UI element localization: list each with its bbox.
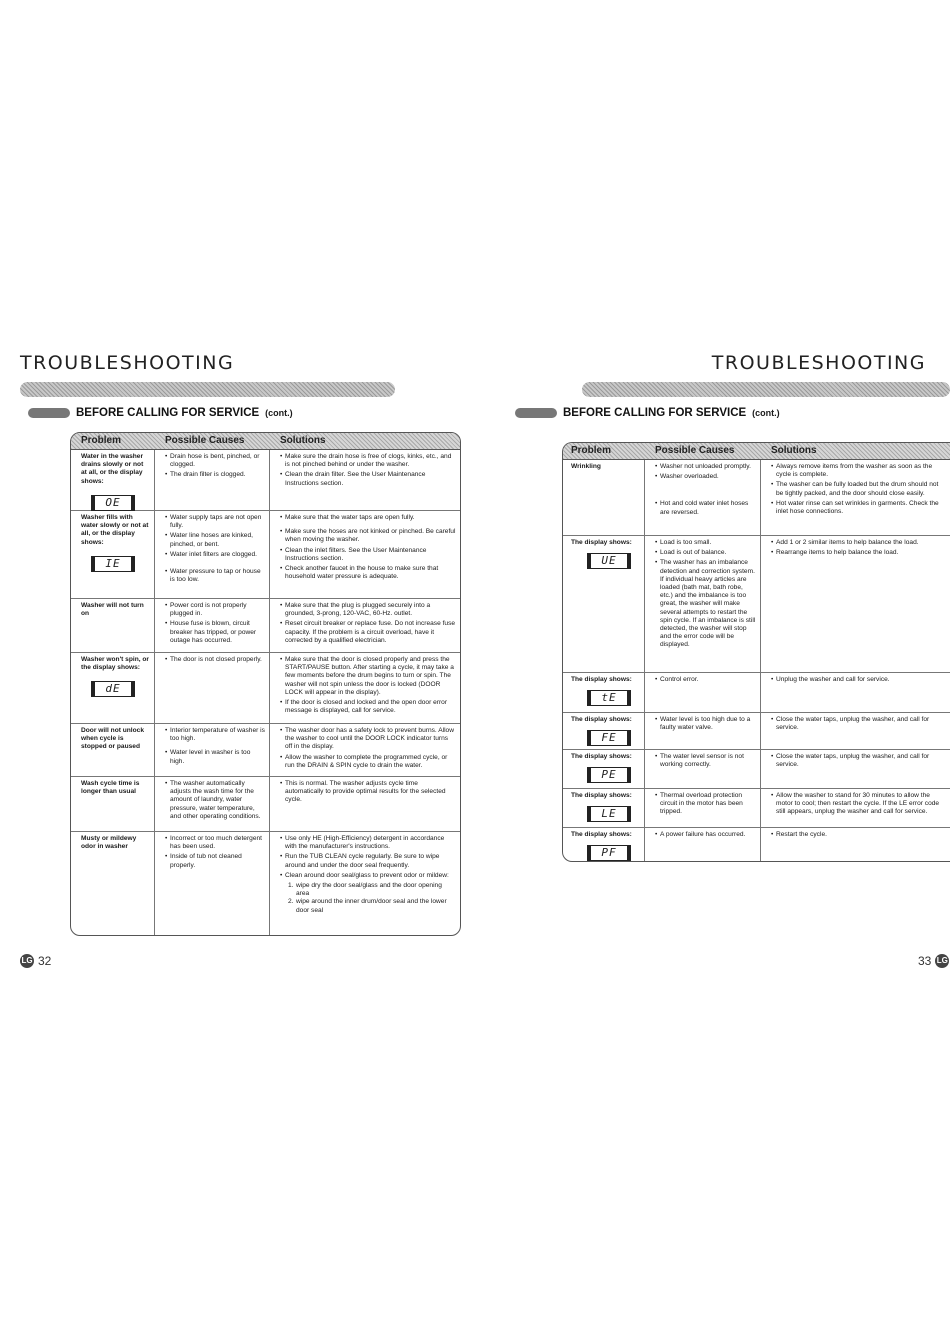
table-header: [563, 443, 950, 460]
page-title-left: TROUBLESHOOTING: [20, 352, 235, 374]
solution-text: Unplug the washer and call for service.: [776, 676, 890, 683]
solution-text: The washer can be fully loaded but the drum should not be tightly packed, and the door should close easily.: [776, 481, 939, 497]
cause-text: Power cord is not properly plugged in.: [170, 602, 247, 618]
solution-text: Clean around door seal/glass to prevent odor or mildew:: [285, 871, 449, 879]
header-solutions: Solutions: [771, 445, 817, 456]
solution-text: Use only HE (High-Efficiency) detergent in accordance with the manufacturer's instructions.: [285, 835, 445, 851]
solution-text: Make sure that the water taps are open fully.: [285, 514, 415, 521]
cause-text: Water inlet filters are clogged.: [170, 550, 257, 558]
solution-text: Make sure that the door is closed properly and press the START/PAUSE button. After starting a cycle, it may take a few moments before the drum begins to turn or spin. The washer will not spin unless the door is locked (DOOR LOCK will appear in the display).: [285, 656, 454, 696]
section-heading-text: BEFORE CALLING FOR SERVICE: [76, 407, 260, 419]
header-problem: Problem: [571, 445, 612, 456]
error-code-display: OE: [91, 495, 135, 511]
error-code-display: dE: [91, 681, 135, 697]
problem-text: Door will not unlock when cycle is stopped or paused: [81, 727, 145, 751]
header-solutions: Solutions: [280, 435, 326, 446]
cause-text: House fuse is blown, circuit breaker has tripped, or power outage has occurred.: [170, 620, 257, 644]
solution-text: Allow the washer to complete the programmed cycle, or run the DRAIN & SPIN cycle to drain the water.: [285, 753, 448, 769]
solution-text: Add 1 or 2 similar items to help balance the load.: [776, 539, 919, 546]
cause-text: Hot and cold water inlet hoses are reversed.: [660, 500, 749, 516]
cause-text: The washer has an imbalance detection and correction system. If individual heavy articles are loaded (bath mat, bath robe, etc.) and the imbalance is too great, the washer will make several attempts to restart the spin cycle. If an imbalance is still detected, the washer will stop and the error code will be displayed.: [660, 559, 756, 649]
solution-text: Make sure that the plug is plugged securely into a grounded, 3-prong, 120-VAC, 60-Hz. outlet.: [285, 602, 431, 618]
solution-text: Check another faucet in the house to make sure that household water pressure is adequate.: [285, 565, 439, 581]
cause-text: Water supply taps are not open fully.: [170, 514, 262, 530]
page-number-left: [20, 954, 51, 968]
solution-text: Make sure the drain hose is free of clogs, kinks, etc., and is not pinched behind or under the washer.: [285, 453, 452, 469]
section-pill-icon: [515, 408, 557, 418]
table-row: The display shows: LE • Thermal overload protection circuit in the motor has been tripped. • Allow the washer to stand for 30 minutes to allow the motor to cool; then restart the cycle. If the LE error code still appears, unplug the washer and call for service.: [563, 789, 950, 828]
error-code-display: IE: [91, 556, 135, 572]
section-heading-right: [515, 407, 780, 419]
page-number-text: 33: [918, 954, 932, 968]
cause-text: Incorrect or too much detergent has been used.: [170, 835, 262, 851]
problem-text: The display shows:: [571, 676, 632, 683]
lg-logo-icon: LG: [20, 954, 34, 968]
solution-text: Rearrange items to help balance the load.: [776, 549, 899, 557]
section-heading-suffix: (cont.): [752, 408, 780, 418]
section-pill-icon: [28, 408, 70, 418]
table-row: The display shows: PF • A power failure has occurred. • Restart the cycle.: [563, 828, 950, 861]
error-code-display: LE: [587, 806, 631, 822]
cause-text: Washer not unloaded promptly.: [660, 463, 751, 470]
troubleshooting-table-left: [70, 432, 461, 936]
problem-text: Wash cycle time is longer than usual: [81, 780, 140, 796]
table-row: Water in the washer drains slowly or not at all, or the display shows: OE • Drain hose is bent, pinched, or clogged. • The drain filter is clogged. • Make sure the drain hose is free of clogs, kinks, etc., and is not pinched behind or under the washer. • Clean the drain filter. See the User Maintenance Instructions section.: [71, 450, 460, 511]
cause-text: Drain hose is bent, pinched, or clogged.: [170, 453, 260, 469]
table-row: Washer won't spin, or the display shows: dE • The door is not closed properly. • Make sure that the door is closed properly and press the START/PAUSE button. After starting a cycle, it may take a few moments before the drum begins to turn or spin. The washer will not spin unless the door is locked (DOOR LOCK will appear in the display). • If the door is closed and locked and the open door error message is displayed, call for service.: [71, 653, 460, 724]
error-code-display: FE: [587, 730, 631, 746]
header-causes: Possible Causes: [655, 445, 735, 456]
lg-logo-icon: LG: [935, 954, 949, 968]
solution-text: The washer door has a safety lock to prevent burns. Allow the washer to cool until the DOOR LOCK indicator turns off in the display.: [285, 727, 454, 751]
problem-text: The display shows:: [571, 792, 632, 799]
error-code-display: tE: [587, 690, 631, 706]
solution-text: Reset circuit breaker or replace fuse. Do not increase fuse capacity. If the problem is a circuit overload, have it corrected by a qualified electrician.: [285, 620, 456, 644]
page-title-right: TROUBLESHOOTING: [711, 352, 926, 374]
cause-text: The drain filter is clogged.: [170, 471, 246, 479]
cause-text: Control error.: [660, 676, 699, 683]
sub-step-text: wipe dry the door seal/glass and the door opening area: [296, 882, 442, 898]
cause-text: Water line hoses are kinked, pinched, or bent.: [170, 532, 253, 548]
problem-text: The display shows:: [571, 753, 632, 760]
solution-text: Make sure the hoses are not kinked or pinched. Be careful when moving the washer.: [285, 528, 456, 544]
table-row: Musty or mildewy odor in washer • Incorrect or too much detergent has been used. • Inside of tub not cleaned properly. • Use only HE (High-Efficiency) detergent in accordance with the manufacturer's instructions. • Run the TUB CLEAN cycle regularly. Be sure to wipe around and under the door seal frequently. • Clean around door seal/glass to prevent odor or mildew: 1. wipe dry the door seal/glass and the door opening area 2. wipe around the inner drum/door seal and the lower door seal: [71, 832, 460, 935]
cause-text: Load is out of balance.: [660, 549, 727, 557]
cause-text: The washer automatically adjusts the wash time for the amount of laundry, water pressure, water temperature, and other operating conditions.: [170, 780, 261, 820]
cause-text: A power failure has occurred.: [660, 831, 746, 838]
error-code-display: PE: [587, 767, 631, 783]
problem-text: Musty or mildewy odor in washer: [81, 835, 137, 851]
table-row: Wash cycle time is longer than usual • The washer automatically adjusts the wash time for the amount of laundry, water pressure, water temperature, and other operating conditions. • This is normal. The washer adjusts cycle time automatically to provide optimal results for the selected cycle.: [71, 777, 460, 832]
cause-text: Thermal overload protection circuit in the motor has been tripped.: [660, 792, 743, 816]
problem-text: Washer fills with water slowly or not at all, or the display shows:: [81, 514, 149, 546]
solution-text: Close the water taps, unplug the washer, and call for service.: [776, 753, 930, 769]
table-header: [71, 433, 460, 450]
problem-text: The display shows:: [571, 831, 632, 838]
section-heading-left: [28, 407, 293, 419]
problem-text: The display shows:: [571, 539, 632, 546]
table-row: Washer will not turn on • Power cord is not properly plugged in. • House fuse is blown, circuit breaker has tripped, or power outage has occurred. • Make sure that the plug is plugged securely into a grounded, 3-prong, 120-VAC, 60-Hz. outlet. • Reset circuit breaker or replace fuse. Do not increase fuse capacity. If the problem is a circuit overload, have it corrected by a qualified electrician.: [71, 599, 460, 653]
error-code-display: UE: [587, 553, 631, 569]
solution-text: Clean the inlet filters. See the User Maintenance Instructions section.: [285, 546, 427, 562]
cause-text: The door is not closed properly.: [170, 656, 262, 663]
solution-text: This is normal. The washer adjusts cycle time automatically to provide optimal results for the selected cycle.: [285, 780, 446, 804]
solution-text: Restart the cycle.: [776, 831, 827, 838]
table-row: Wrinkling • Washer not unloaded promptly. • Washer overloaded. • Hot and cold water inlet hoses are reversed. • Always remove items from the washer as soon as the cycle is complete. • The washer can be fully loaded but the drum should not be tightly packed, and the door should close easily. • Hot water rinse can set wrinkles in garments. Check the inlet hose connections.: [563, 460, 950, 536]
solution-text: Close the water taps, unplug the washer, and call for service.: [776, 716, 930, 732]
cause-text: Water level in washer is too high.: [170, 749, 251, 765]
solution-text: Run the TUB CLEAN cycle regularly. Be sure to wipe around and under the door seal frequently.: [285, 853, 440, 869]
problem-text: Wrinkling: [571, 463, 601, 470]
solution-text: If the door is closed and locked and the open door error message is displayed, call for service.: [285, 699, 448, 715]
problem-text: The display shows:: [571, 716, 632, 723]
cause-text: Inside of tub not cleaned properly.: [170, 853, 242, 869]
page-number-right: [918, 954, 949, 968]
header-problem: Problem: [81, 435, 122, 446]
problem-text: Water in the washer drains slowly or not at all, or the display shows:: [81, 453, 144, 485]
problem-text: Washer won't spin, or the display shows:: [81, 656, 149, 672]
section-heading-text: BEFORE CALLING FOR SERVICE: [563, 407, 747, 419]
cause-text: Interior temperature of washer is too high.: [170, 727, 265, 743]
solution-text: Always remove items from the washer as soon as the cycle is complete.: [776, 463, 933, 479]
table-row: The display shows: UE • Load is too small. • Load is out of balance. • The washer has an imbalance detection and correction system. If individual heavy articles are loaded (bath mat, bath robe, etc.) and the imbalance is too great, the washer will make several attempts to restart the spin cycle. If an imbalance is still detected, the washer will stop and the error code will be displayed. • Add 1 or 2 similar items to help balance the load. • Rearrange items to help balance the load.: [563, 536, 950, 673]
table-row: The display shows: FE • Water level is too high due to a faulty water valve. • Close the water taps, unplug the washer, and call for service.: [563, 713, 950, 750]
table-row: The display shows: PE • The water level sensor is not working correctly. • Close the water taps, unplug the washer, and call for service.: [563, 750, 950, 789]
title-underline-bar-right: [582, 382, 950, 397]
cause-text: Water level is too high due to a faulty water valve.: [660, 716, 751, 732]
table-row: Washer fills with water slowly or not at all, or the display shows: IE • Water supply taps are not open fully. • Water line hoses are kinked, pinched, or bent. • Water inlet filters are clogged. • Water pressure to tap or house is too low. • Make sure that the water taps are open fully. • Make sure the hoses are not kinked or pinched. Be careful when moving the washer. • Clean the inlet filters. See the User Maintenance Instructions section. • Check another faucet in the house to make sure that household water pressure is adequate.: [71, 511, 460, 599]
error-code-display: PF: [587, 845, 631, 861]
title-underline-bar-left: [20, 382, 395, 397]
cause-text: Water pressure to tap or house is too low.: [170, 568, 261, 584]
page-number-text: 32: [38, 954, 52, 968]
section-heading-suffix: (cont.): [265, 408, 293, 418]
problem-text: Washer will not turn on: [81, 602, 144, 618]
troubleshooting-table-right: [562, 442, 950, 862]
cause-text: Load is too small.: [660, 539, 712, 546]
header-causes: Possible Causes: [165, 435, 245, 446]
table-row: Door will not unlock when cycle is stopped or paused • Interior temperature of washer is too high. • Water level in washer is too high. • The washer door has a safety lock to prevent burns. Allow the washer to cool until the DOOR LOCK indicator turns off in the display. • Allow the washer to complete the programmed cycle, or run the DRAIN & SPIN cycle to drain the water.: [71, 724, 460, 777]
table-row: The display shows: tE • Control error. • Unplug the washer and call for service.: [563, 673, 950, 713]
solution-text: Allow the washer to stand for 30 minutes to allow the motor to cool; then restart the cycle. If the LE error code still appears, unplug the washer and call for service.: [776, 792, 940, 816]
solution-text: Clean the drain filter. See the User Maintenance Instructions section.: [285, 471, 426, 487]
sub-step-text: wipe around the inner drum/door seal and the lower door seal: [296, 898, 447, 914]
cause-text: Washer overloaded.: [660, 473, 719, 481]
cause-text: The water level sensor is not working correctly.: [660, 753, 744, 769]
solution-text: Hot water rinse can set wrinkles in garments. Check the inlet hose connections.: [776, 499, 939, 516]
